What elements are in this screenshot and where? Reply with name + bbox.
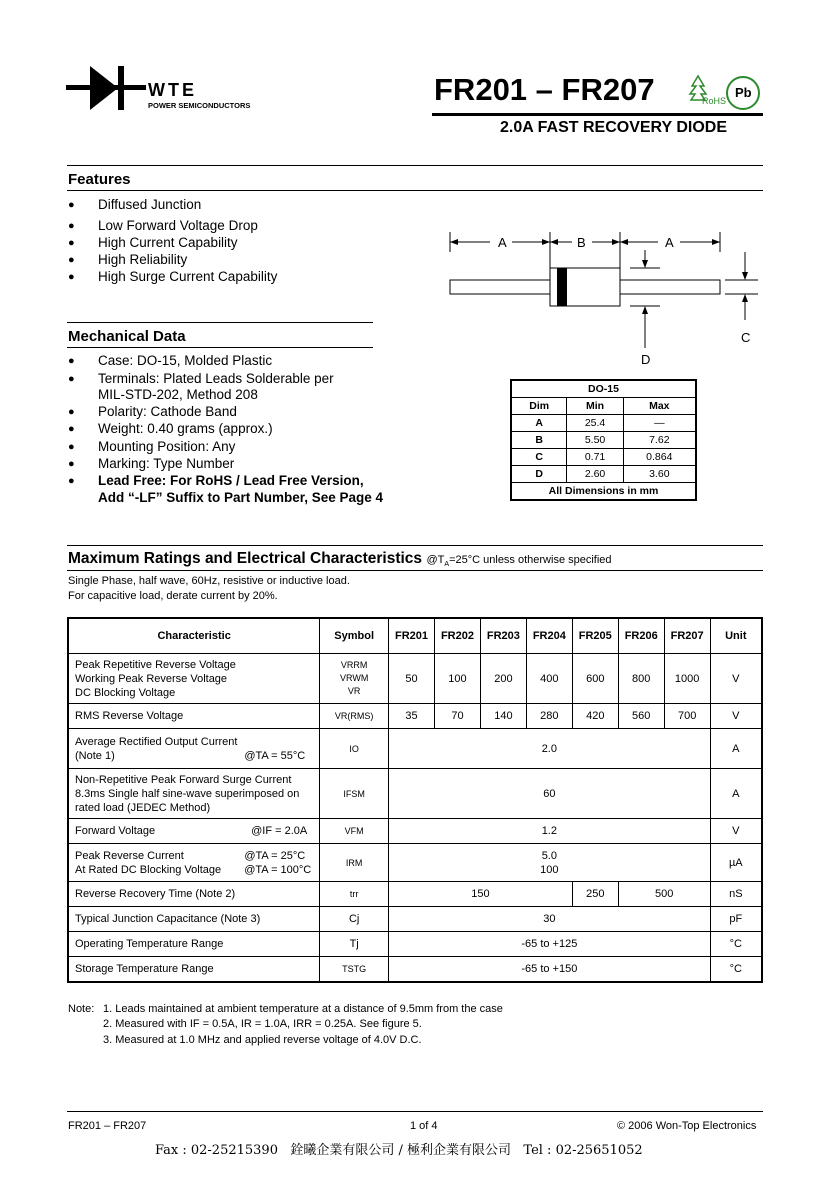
symbol: VR [347,686,361,696]
value-cell: 600 [572,654,618,704]
col-header: Unit [710,618,762,654]
value-cell: 400 [526,654,572,704]
col-header: FR206 [618,618,664,654]
col-header: Characteristic [68,618,320,654]
table-row [68,882,762,907]
dim-cell: A [511,415,567,432]
table-row [68,957,762,982]
char-text: DC Blocking Voltage [75,686,176,699]
dim-header: Min [567,398,623,415]
ratings-table [67,617,763,983]
condition: @TA = 100°C [244,863,312,876]
value-cell: -65 to +125 [389,932,711,957]
unit-cell: V [710,704,762,729]
symbol: TSTG [320,957,389,982]
rule [67,347,373,348]
value-cell: 60 [389,769,711,819]
dim-label-a: A [498,235,507,250]
feature-item: ● Low Forward Voltage Drop [98,218,258,234]
dim-header: Max [623,398,696,415]
footer-rule [67,1111,763,1112]
dim-cell: D [511,466,567,483]
value-cell: -65 to +150 [389,957,711,982]
char-text: 8.3ms Single half sine-wave superimposed on [75,787,300,800]
dim-cell: 7.62 [623,432,696,449]
dim-cell: 5.50 [567,432,623,449]
col-header: FR202 [435,618,481,654]
condition: @TA = 55°C [244,749,306,762]
dim-label-c: C [741,330,751,345]
col-header: Symbol [320,618,389,654]
unit-cell: pF [710,907,762,932]
value-cell: 250 [572,882,618,907]
value-cell: 30 [389,907,711,932]
table-row [68,844,762,882]
dim-cell: 3.60 [623,466,696,483]
page-number: 1 of 4 [410,1120,438,1132]
dim-cell: 25.4 [567,415,623,432]
footer-left: FR201 – FR207 [68,1120,147,1132]
dim-table-footer: All Dimensions in mm [511,483,696,501]
col-header: FR207 [664,618,710,654]
value-cell: 5.0 [541,849,557,862]
col-header: FR201 [389,618,435,654]
table-row [68,729,762,769]
char-text: rated load (JEDEC Method) [75,801,211,814]
ratings-note-sub: A [444,561,450,569]
unit-cell: nS [710,882,762,907]
symbol: trr [320,882,389,907]
rohs-label: RoHS [702,96,727,106]
dim-table-title: DO-15 [511,380,696,398]
char-text: Working Peak Reverse Voltage [75,672,228,685]
table-row [68,907,762,932]
note-item: 3. Measured at 1.0 MHz and applied reverse voltage of 4.0V D.C. [103,1034,422,1046]
page-subtitle: 2.0A FAST RECOVERY DIODE [500,119,728,136]
value-cell: 1.2 [389,819,711,844]
rule [67,165,763,166]
table-row [68,819,762,844]
brand-name: WTE [148,80,197,100]
wte-logo-icon [66,64,146,112]
char-text: Average Rectified Output Current [75,735,238,748]
unit-cell: °C [710,957,762,982]
condition: @TA = 25°C [244,849,306,862]
char-text: Forward Voltage [75,825,156,837]
feature-item: ● High Surge Current Capability [98,269,277,285]
unit-cell: A [710,729,762,769]
dimensions-table [510,379,697,501]
value-cell: 700 [664,704,710,729]
mech-item: Add “-LF” Suffix to Part Number, See Page 4 [98,490,384,505]
value-cell: 100 [435,654,481,704]
dim-cell: 2.60 [567,466,623,483]
unit-cell: A [710,769,762,819]
char-text: Reverse Recovery Time (Note 2) [68,882,320,907]
brand-sub: POWER SEMICONDUCTORS [148,101,251,110]
dim-cell: C [511,449,567,466]
mech-item: ● Terminals: Plated Leads Solderable per [98,371,334,387]
note-item: 1. Leads maintained at ambient temperature at a distance of 9.5mm from the case [103,1003,503,1015]
unit-cell: V [710,654,762,704]
table-row [68,654,762,704]
unit-cell: °C [710,932,762,957]
dim-header: Dim [511,398,567,415]
mech-item: MIL-STD-202, Method 208 [98,387,258,402]
dim-cell: 0.71 [567,449,623,466]
char-text: RMS Reverse Voltage [68,704,320,729]
dim-cell: — [623,415,696,432]
col-header: FR203 [480,618,526,654]
fax-line: Fax : 02-25215390 銓曦企業有限公司 / 極利企業有限公司 Tel : 02-25651052 [155,1143,643,1158]
table-row [68,769,762,819]
rule [67,322,373,323]
mechanical-heading: Mechanical Data [68,328,186,345]
unit-cell: V [710,819,762,844]
feature-item: ● High Reliability [98,252,187,268]
symbol: Tj [320,932,389,957]
notes-label: Note: [68,1003,95,1015]
ratings-intro: Single Phase, half wave, 60Hz, resistive or inductive load. [68,575,350,587]
symbol: VR(RMS) [320,704,389,729]
ratings-note-post: =25°C unless otherwise specified [449,554,612,566]
value-cell: 50 [389,654,435,704]
mech-item: ● Mounting Position: Any [98,439,235,455]
table-row [68,932,762,957]
ratings-note-pre: @T [426,554,445,566]
value-cell: 420 [572,704,618,729]
symbol: IFSM [320,769,389,819]
feature-item: ● Diffused Junction [98,197,201,213]
char-text: Peak Reverse Current [75,849,184,862]
col-header: FR204 [526,618,572,654]
col-header: FR205 [572,618,618,654]
char-text: Storage Temperature Range [68,957,320,982]
ratings-heading-line [68,550,612,568]
dim-label-a: A [665,235,674,250]
mech-item: ● Lead Free: For RoHS / Lead Free Version, [98,473,364,489]
rule [67,570,763,571]
feature-item: ● High Current Capability [98,235,238,251]
symbol: VRWM [339,673,369,683]
symbol: Cj [320,907,389,932]
value-cell: 100 [540,863,559,876]
char-text: Operating Temperature Range [68,932,320,957]
mech-item: ● Case: DO-15, Molded Plastic [98,353,272,369]
symbol: IO [320,729,389,769]
mech-item: ● Marking: Type Number [98,456,234,472]
symbol: VRRM [340,660,368,670]
page-title: FR201 – FR207 [434,72,655,107]
features-heading: Features [68,171,131,188]
table-row [68,704,762,729]
value-cell: 140 [480,704,526,729]
value-cell: 280 [526,704,572,729]
char-text: Typical Junction Capacitance (Note 3) [68,907,320,932]
char-text: Non-Repetitive Peak Forward Surge Current [75,773,292,786]
value-cell: 1000 [664,654,710,704]
rule [67,545,763,546]
char-text: At Rated DC Blocking Voltage [75,863,222,876]
dim-label-b: B [577,235,586,250]
symbol: IRM [320,844,389,882]
value-cell: 35 [389,704,435,729]
condition: @IF = 2.0A [251,825,308,837]
value-cell: 500 [618,882,710,907]
value-cell: 150 [389,882,573,907]
ratings-intro: For capacitive load, derate current by 20%. [68,590,278,602]
mech-item: ● Polarity: Cathode Band [98,404,237,420]
footer-right: © 2006 Won-Top Electronics [617,1120,757,1132]
dim-cell: B [511,432,567,449]
dim-label-d: D [641,352,651,367]
ratings-heading: Maximum Ratings and Electrical Characteristics [68,550,423,567]
symbol: VFM [320,819,389,844]
mech-item: ● Weight: 0.40 grams (approx.) [98,421,273,437]
value-cell: 70 [435,704,481,729]
char-text: (Note 1) [75,749,115,762]
pb-free-label: Pb [735,85,752,100]
value-cell: 800 [618,654,664,704]
dim-cell: 0.864 [623,449,696,466]
char-text: Peak Repetitive Reverse Voltage [75,658,236,671]
note-item: 2. Measured with IF = 0.5A, IR = 1.0A, IRR = 0.25A. See figure 5. [103,1018,422,1030]
do15-package-diagram [440,228,770,378]
value-cell: 560 [618,704,664,729]
unit-cell: µA [710,844,762,882]
title-rule [432,113,763,116]
rule [67,190,763,191]
value-cell: 2.0 [389,729,711,769]
value-cell: 200 [480,654,526,704]
